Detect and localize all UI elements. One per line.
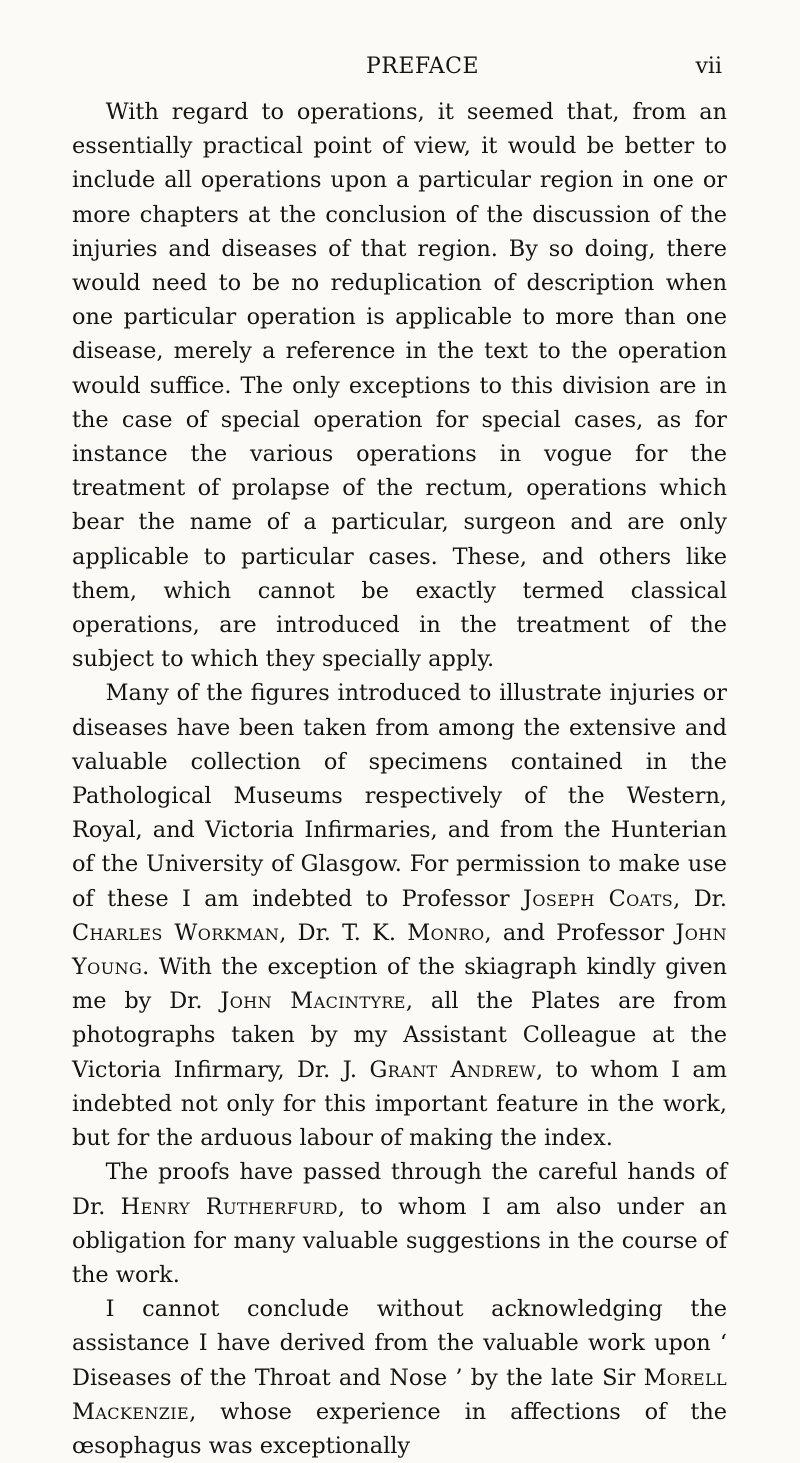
page-header xyxy=(50,54,750,94)
paragraph xyxy=(72,1155,727,1292)
paragraph xyxy=(72,1292,727,1463)
paragraph xyxy=(72,676,727,1155)
person-name: Grant Andrew xyxy=(369,1056,537,1083)
text-run: , Dr. xyxy=(673,885,728,912)
person-name: John Macintyre xyxy=(220,988,406,1015)
text-run: , to whom I am indebted not only for this important feature in the work, but for the arduous labour of making the index. xyxy=(72,1056,727,1152)
page-number: vii xyxy=(695,54,722,79)
text-run: . With the exception of the skiagraph kindly given me by Dr. xyxy=(72,954,727,1015)
text-run: , to whom I am also under an obligation for many valuable suggestions in the course of the work. xyxy=(72,1193,727,1288)
person-name: Henry Rutherfurd xyxy=(120,1193,338,1220)
text-run: With regard to operations, it seemed that, from an essentially practical point of view, it would be better to include all operations upon a particular region in one or more chapters at the conclusion of the discussion of the injuries and diseases of that region. By so doing, there would need to be no reduplication of description when one particular operation is applicable to more than one disease, merely a reference in the text to the operation would suffice. The only exceptions to this division are in the case of special operation for special cases, as for instance the various operations in vogue for the treatment of prolapse of the rectum, operations which bear the name of a particular, surgeon and are only applicable to particular cases. These, and others like them, which cannot be exactly termed classical operations, are introduced in the treatment of the subject to which they specially apply. xyxy=(72,99,727,673)
text-run: The proofs have passed through the careful hands of Dr. xyxy=(72,1159,727,1220)
person-name: Monro xyxy=(407,919,485,946)
person-name: Joseph Coats xyxy=(522,885,674,912)
text-run: , Dr. T. K. xyxy=(279,919,408,946)
text-run: I cannot conclude without acknowledging the assistance I have derived from the valuable work upon ‘ Diseases of the Throat and Nose ’ by the late Sir xyxy=(72,1296,727,1391)
person-name: John Young xyxy=(72,919,728,981)
person-name: Morell Mackenzie xyxy=(72,1364,727,1425)
body-text xyxy=(72,95,727,1463)
text-run: Many of the figures introduced to illustrate injuries or diseases have been taken from among the extensive and valuable collection of specimens contained in the Pathological Museums respectively of the Western, Royal, and Victoria Infirmaries, and from the Hunterian of the University of Glasgow. For permission to make use of these I am indebted to Professor xyxy=(72,680,727,912)
text-run: , whose experience in affections of the œsophagus was exceptionally xyxy=(72,1398,727,1459)
running-title: PREFACE xyxy=(366,54,480,79)
paragraph xyxy=(72,95,727,676)
person-name: Charles Workman xyxy=(72,919,280,946)
text-run: , and Professor xyxy=(484,919,676,946)
text-run: , all the Plates are from photographs taken by my Assistant Colleague at the Victoria Infirmary, Dr. J. xyxy=(72,988,727,1083)
